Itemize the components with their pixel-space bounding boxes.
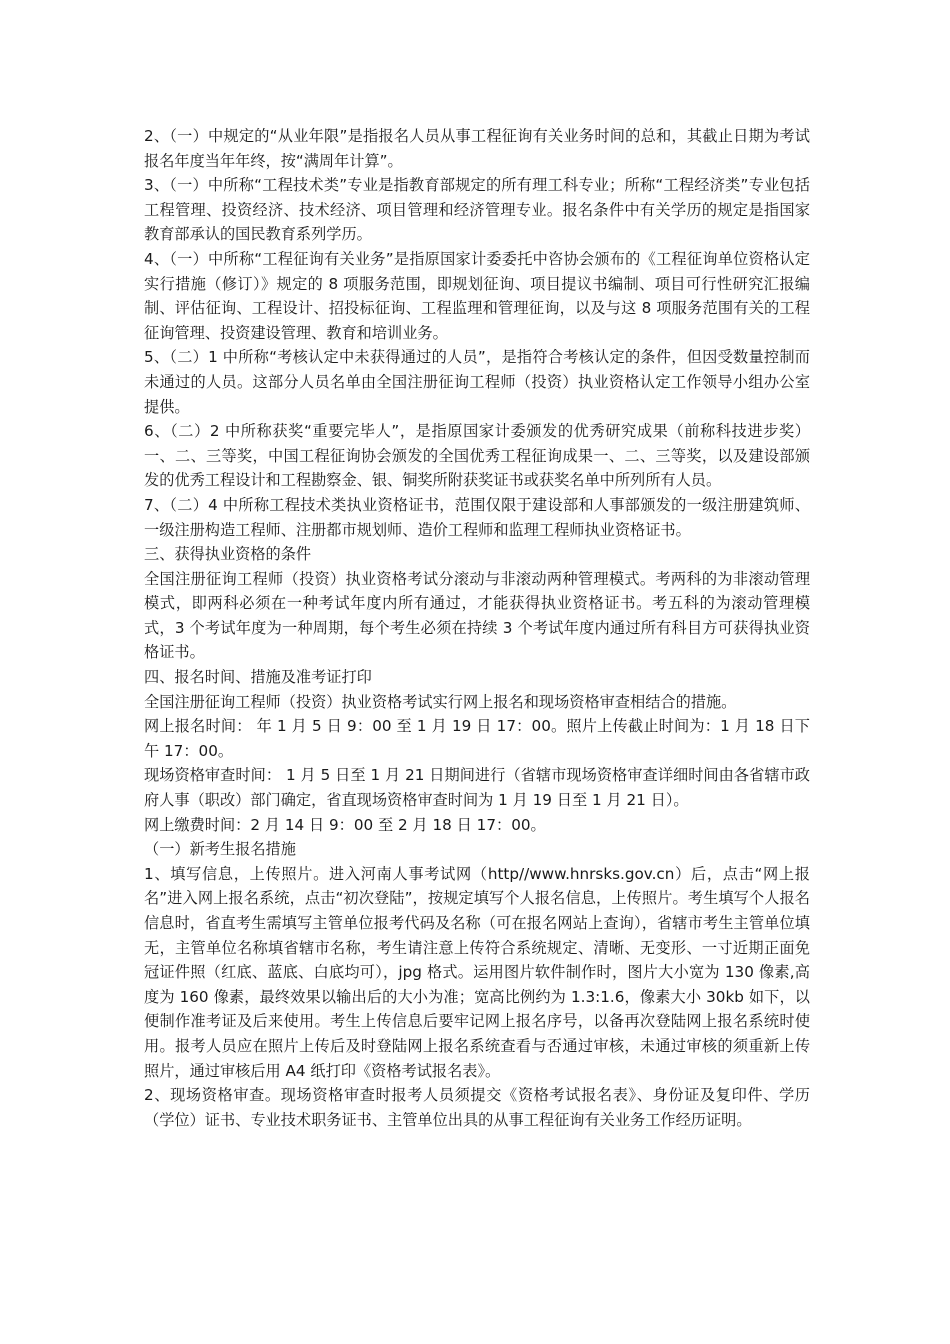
- paragraph-step-1-fill-info: 1、填写信息，上传照片。进入河南人事考试网（http//www.hnrsks.gov.cn）后，点击“网上报名”进入网上报名系统，点击“初次登陆”，按规定填写个人报名信息，上传照片。考生填写个人报名信息时，省直考生需填写主管单位报考代码及名称（可在报名网站上查询），省辖市考生主管单位填无，主管单位名称填省辖市名称，考生请注意上传符合系统规定、清晰、无变形、一寸近期正面免冠证件照（红底、蓝底、白底均可），jpg 格式。运用图片软件制作时，图片大小宽为 130 像素,高度为 160 像素，最终效果以输出后的大小为准；宽高比例约为 1.3:1.6，像素大小 30kb 如下，以便制作准考证及后来使用。考生上传信息后要牢记网上报名序号，以备再次登陆网上报名系统时使用。报考人员应在照片上传后及时登陆网上报名系统查看与否通过审核，未通过审核的须重新上传照片，通过审核后用 A4 纸打印《资格考试报名表》。: [144, 864, 810, 1080]
- paragraph-registration-method: 全国注册征询工程师（投资）执业资格考试实行网上报名和现场资格审查相结合的措施。: [144, 692, 737, 711]
- paragraph-rolling-management: 全国注册征询工程师（投资）执业资格考试分滚动与非滚动两种管理模式。考两科的为非滚动管理模式，即两科必须在一种考试年度内所有通过，才能获得执业资格证书。考五科的为滚动管理模式，3 个考试年度为一种周期，每个考生必须在持续 3 个考试年度内通过所有科目方可获得执业资格证书。: [144, 569, 810, 662]
- paragraph-online-registration-time: 网上报名时间： 年 1 月 5 日 9：00 至 1 月 19 日 17：00。照片上传截止时间为：1 月 18 日下午 17：00。: [144, 717, 810, 760]
- document-body: [144, 124, 810, 1132]
- section-heading-registration: 四、报名时间、措施及准考证打印: [144, 668, 372, 687]
- paragraph-item-5-unapproved: 5、（二）1 中所称“考核认定中未获得通过的人员”，是指符合考核认定的条件，但因受数量控制而未通过的人员。这部分人员名单由全国注册征询工程师（投资）执业资格认定工作领导小组办公室提供。: [144, 348, 810, 416]
- paragraph-item-4-business: 4、（一）中所称“工程征询有关业务”是指原国家计委委托中咨协会颁布的《工程征询单位资格认定实行措施（修订）》规定的 8 项服务范围，即规划征询、项目提议书编制、项目可行性研究汇报编制、评估征询、工程设计、招投标征询、工程监理和管理征询，以及与这 8 项服务范围有关的工程征询管理、投资建设管理、教育和培训业务。: [144, 249, 810, 342]
- paragraph-item-2-years: 2、（一）中规定的“从业年限”是指报名人员从事工程征询有关业务时间的总和，其截止日期为考试报名年度当年年终，按“满周年计算”。: [144, 127, 810, 170]
- paragraph-item-3-majors: 3、（一）中所称“工程技术类”专业是指教育部规定的所有理工科专业；所称“工程经济类”专业包括工程管理、投资经济、技术经济、项目管理和经济管理专业。报名条件中有关学历的规定是指国家教育部承认的国民教育系列学历。: [144, 176, 810, 244]
- paragraph-payment-time: 网上缴费时间：2 月 14 日 9：00 至 2 月 18 日 17：00。: [144, 815, 546, 834]
- paragraph-onsite-review-time: 现场资格审查时间： 1 月 5 日至 1 月 21 日期间进行（省辖市现场资格审查详细时间由各省辖市政府人事（职改）部门确定，省直现场资格审查时间为 1 月 19 日至 1 月 21 日）。: [144, 766, 810, 810]
- paragraph-step-2-onsite-review: 2、现场资格审查。现场资格审查时报考人员须提交《资格考试报名表》、身份证及复印件、学历（学位）证书、专业技术职务证书、主管单位出具的从事工程征询有关业务工作经历证明。: [144, 1086, 810, 1129]
- paragraph-item-6-award: 6、（二）2 中所称获奖“重要完毕人”，是指原国家计委颁发的优秀研究成果（前称科技进步奖）一、二、三等奖，中国工程征询协会颁发的全国优秀工程征询成果一、二、三等奖，以及建设部颁发的优秀工程设计和工程勘察金、银、铜奖所附获奖证书或获奖名单中所列所有人员。: [144, 422, 810, 490]
- section-heading-qualification: 三、获得执业资格的条件: [144, 545, 312, 564]
- paragraph-item-7-certificates: 7、（二）4 中所称工程技术类执业资格证书，范围仅限于建设部和人事部颁发的一级注册建筑师、一级注册构造工程师、注册都市规划师、造价工程师和监理工程师执业资格证书。: [144, 495, 810, 539]
- subsection-heading-new-candidates: （一）新考生报名措施: [144, 840, 296, 859]
